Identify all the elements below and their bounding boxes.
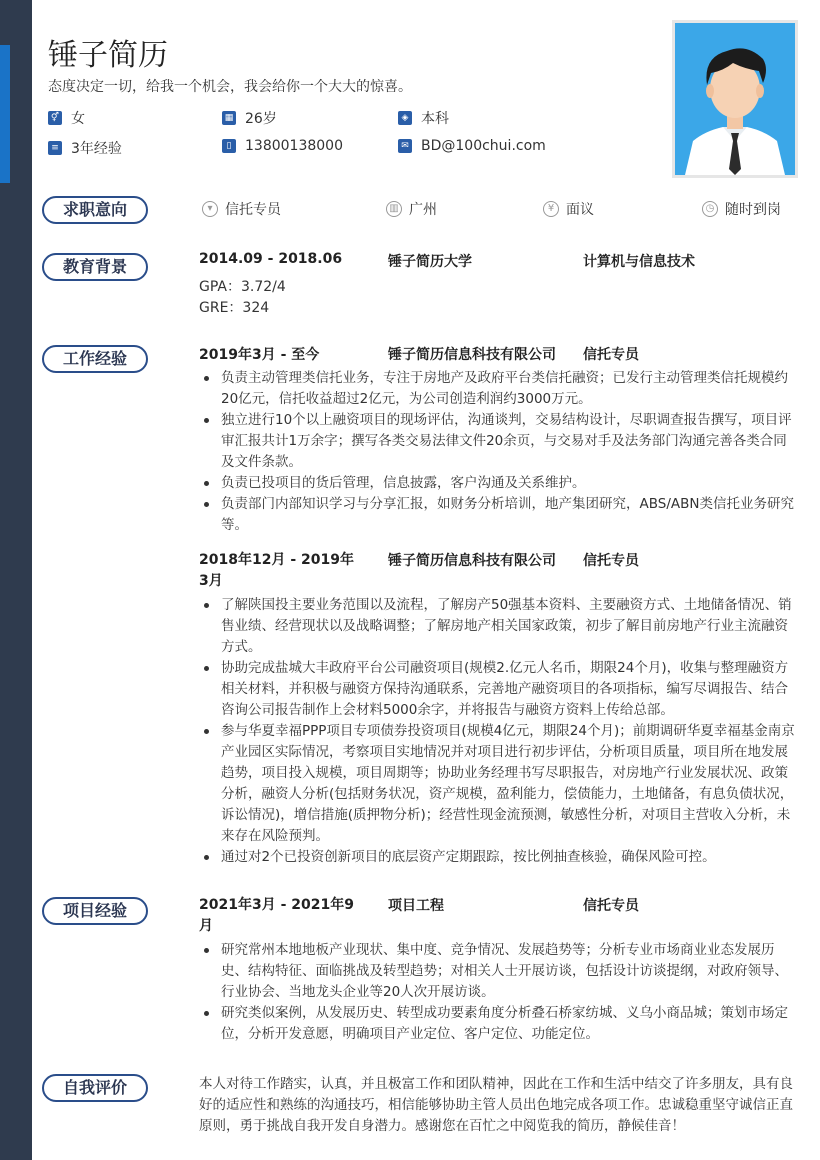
info-phone [222, 138, 343, 154]
sidebar-accent [0, 45, 10, 183]
phone-value: 13800138000 [245, 138, 343, 154]
yen-icon: ¥ [543, 201, 559, 217]
list-item: 独立进行10个以上融资项目的现场评估，沟通谈判，交易结构设计，尽职调查报告撰写，项目评审汇报共计1万余字；撰写各类交易法律文件20余页，与交易对手及法务部门沟通完善各类合同及文件条款。 [199, 410, 797, 473]
intent-position-value: 信托专员 [225, 202, 281, 218]
list-item: 协助完成盐城大丰政府平台公司融资项目(规模2.亿元人名币，期限24个月)，收集与整理融资方相关材料，并积极与融资方保持沟通联系，完善地产融资项目的各项指标，编写尽调报告、结合咨询公司报告制作上会材料5000余字，并将报告与融资方资料上传给总部。 [199, 658, 797, 721]
work-2-company: 锤子简历信息科技有限公司 [388, 553, 556, 569]
gender-value: 女 [71, 111, 85, 127]
resume-name: 锤子简历 [48, 38, 168, 73]
info-age [222, 108, 277, 128]
intent-position [202, 199, 281, 219]
list-item: 了解陕国投主要业务范围以及流程，了解房产50强基本资料、主要融资方式、土地储备情况、销售业绩、经营现状以及战略调整；了解房地产相关国家政策，初步了解目前房地产行业主流融资方式。 [199, 595, 797, 658]
section-project: 项目经验 [42, 897, 148, 925]
phone-icon: ▯ [222, 139, 236, 153]
avatar [672, 20, 798, 178]
list-item: 负责主动管理类信托业务，专注于房地产及政府平台类信托融资；已发行主动管理类信托规模约20亿元，信托收益超过2亿元，为公司创造利润约3000万元。 [199, 368, 797, 410]
work-1-bullets [199, 368, 797, 536]
gender-icon: ⚥ [48, 111, 62, 125]
education-gpa: GPA：3.72/4 [199, 279, 286, 295]
education-gre: GRE：324 [199, 300, 270, 316]
building-icon: ▥ [386, 201, 402, 217]
work-1-title: 信托专员 [583, 347, 639, 363]
project-bullets [199, 940, 797, 1045]
age-icon: ▦ [222, 111, 236, 125]
intent-city-value: 广州 [409, 202, 437, 218]
experience-value: 3年经验 [71, 141, 122, 157]
intent-salary [543, 199, 594, 219]
education-period: 2014.09 - 2018.06 [199, 251, 343, 267]
info-experience [48, 138, 122, 158]
intent-salary-value: 面议 [566, 202, 594, 218]
list-item: 研究常州本地地板产业现状、集中度、竞争情况、发展趋势等；分析专业市场商业业态发展历史、结构特征、面临挑战及转型趋势；对相关人士开展访谈，包括设计访谈提纲，对政府领导、行业协会、当地龙头企业等20人次开展访谈。 [199, 940, 797, 1003]
work-2-title: 信托专员 [583, 553, 639, 569]
education-major: 计算机与信息技术 [583, 254, 695, 270]
list-item: 通过对2个已投资创新项目的底层资产定期跟踪，按比例抽查核验，确保风险可控。 [199, 847, 797, 868]
work-2-period: 2018年12月 - 2019年3月 [199, 552, 354, 589]
intent-availability-value: 随时到岗 [725, 202, 781, 218]
section-education: 教育背景 [42, 253, 148, 281]
info-degree [398, 108, 449, 128]
email-value: BD@100chui.com [421, 138, 546, 154]
work-1-company: 锤子简历信息科技有限公司 [388, 347, 556, 363]
education-school: 锤子简历大学 [388, 254, 472, 270]
project-name: 项目工程 [388, 898, 444, 914]
list-item: 参与华夏幸福PPP项目专项债券投资项目(规模4亿元，期限24个月)；前期调研华夏幸福基金南京产业园区实际情况，考察项目实地情况并对项目进行初步评估，分析项目质量，项目所在地发展趋势，项目投入规模，项目周期等；协助业务经理书写尽职报告，对房地产行业发展状况、政策分析，融资人分析(包括财务状况，资产规模，盈利能力，偿债能力，土地储备，有息负债状况，诉讼情况)，增信措施(质押物分析)；经营性现金流预测，敏感性分析，对项目主营收入分析，未来存在风险预判。 [199, 721, 797, 847]
project-period: 2021年3月 - 2021年9月 [199, 897, 354, 934]
self-eval-text: 本人对待工作踏实，认真，并且极富工作和团队精神，因此在工作和生活中结交了许多朋友，具有良好的适应性和熟练的沟通技巧，相信能够协助主管人员出色地完成各项工作。忠诚稳重坚守诚信正直原则，勇于挑战自我开发自身潜力。感谢您在百忙之中阅览我的简历，静候佳音！ [199, 1076, 793, 1134]
info-gender [48, 108, 85, 128]
email-icon: ✉ [398, 139, 412, 153]
experience-icon: ≡ [48, 141, 62, 155]
section-work: 工作经验 [42, 345, 148, 373]
tie-icon: ▾ [202, 201, 218, 217]
work-1-period: 2019年3月 - 至今 [199, 347, 320, 363]
age-value: 26岁 [245, 111, 277, 127]
motto: 态度决定一切，给我一个机会，我会给你一个大大的惊喜。 [48, 79, 412, 95]
list-item: 负责部门内部知识学习与分享汇报，如财务分析培训，地产集团研究，ABS/ABN类信托业务研究等。 [199, 494, 797, 536]
degree-icon: ◈ [398, 111, 412, 125]
info-email [398, 138, 546, 154]
degree-value: 本科 [421, 111, 449, 127]
clock-icon: ◷ [702, 201, 718, 217]
work-2-bullets [199, 595, 797, 868]
intent-availability [702, 199, 781, 219]
section-intent: 求职意向 [42, 196, 148, 224]
section-self-eval: 自我评价 [42, 1074, 148, 1102]
avatar-illustration [675, 23, 795, 175]
list-item: 研究类似案例，从发展历史、转型成功要素角度分析叠石桥家纺城、义乌小商品城；策划市场定位，分析开发意愿，明确项目产业定位、客户定位、功能定位。 [199, 1003, 797, 1045]
resume-page [32, 0, 820, 1160]
list-item: 负责已投项目的货后管理，信息披露，客户沟通及关系维护。 [199, 473, 797, 494]
project-title: 信托专员 [583, 898, 639, 914]
intent-city [386, 199, 437, 219]
